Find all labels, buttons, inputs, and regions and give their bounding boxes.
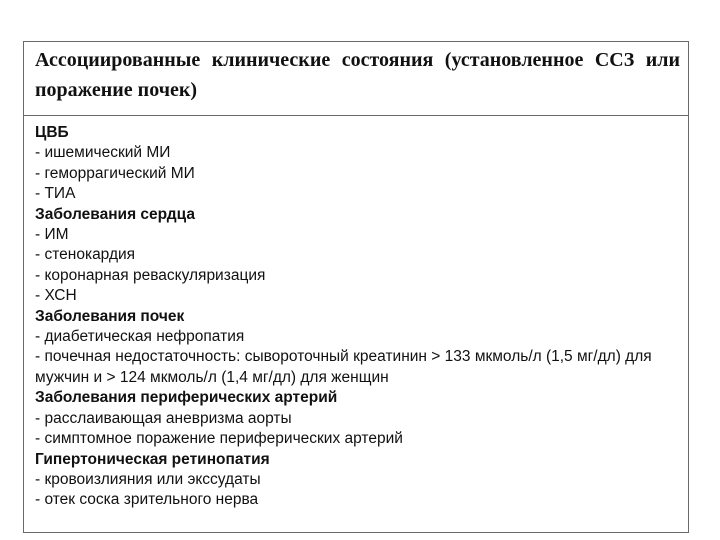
- list-item: - диабетическая нефропатия: [35, 328, 245, 346]
- section-title: Заболевания сердца: [35, 205, 195, 223]
- list-item: - ИМ: [35, 226, 69, 244]
- section-kidney-disease: [35, 307, 680, 389]
- list-item: - ишемический МИ: [35, 144, 171, 162]
- conditions-table: [23, 41, 689, 533]
- list-item: - симптомное поражение периферических артерий: [35, 430, 403, 448]
- section-title: Гипертоническая ретинопатия: [35, 450, 270, 468]
- list-item: - почечная недостаточность: сывороточный креатинин > 133 мкмоль/л (1,5 мг/дл) для мужчин и > 124 мкмоль/л (1,4 мг/дл) для женщин: [35, 348, 652, 386]
- list-item: - отек соска зрительного нерва: [35, 491, 259, 509]
- section-peripheral-arteries: [35, 388, 680, 449]
- table-header: Ассоциированные клинические состояния (установленное ССЗ или поражение почек): [24, 42, 688, 116]
- list-item: - геморрагический МИ: [35, 164, 195, 182]
- list-item: - коронарная реваскуляризация: [35, 266, 266, 284]
- table-body: [24, 116, 688, 511]
- section-cerebrovascular: [35, 123, 680, 205]
- section-heart-disease: [35, 205, 680, 307]
- list-item: - ХСН: [35, 287, 77, 305]
- section-title: Заболевания периферических артерий: [35, 389, 338, 407]
- list-item: - расслаивающая аневризма аорты: [35, 409, 292, 427]
- section-title: Заболевания почек: [35, 307, 185, 325]
- list-item: - кровоизлияния или экссудаты: [35, 470, 261, 488]
- section-retinopathy: [35, 450, 680, 511]
- section-title: ЦВБ: [35, 124, 69, 141]
- list-item: - стенокардия: [35, 246, 136, 264]
- list-item: - ТИА: [35, 185, 76, 203]
